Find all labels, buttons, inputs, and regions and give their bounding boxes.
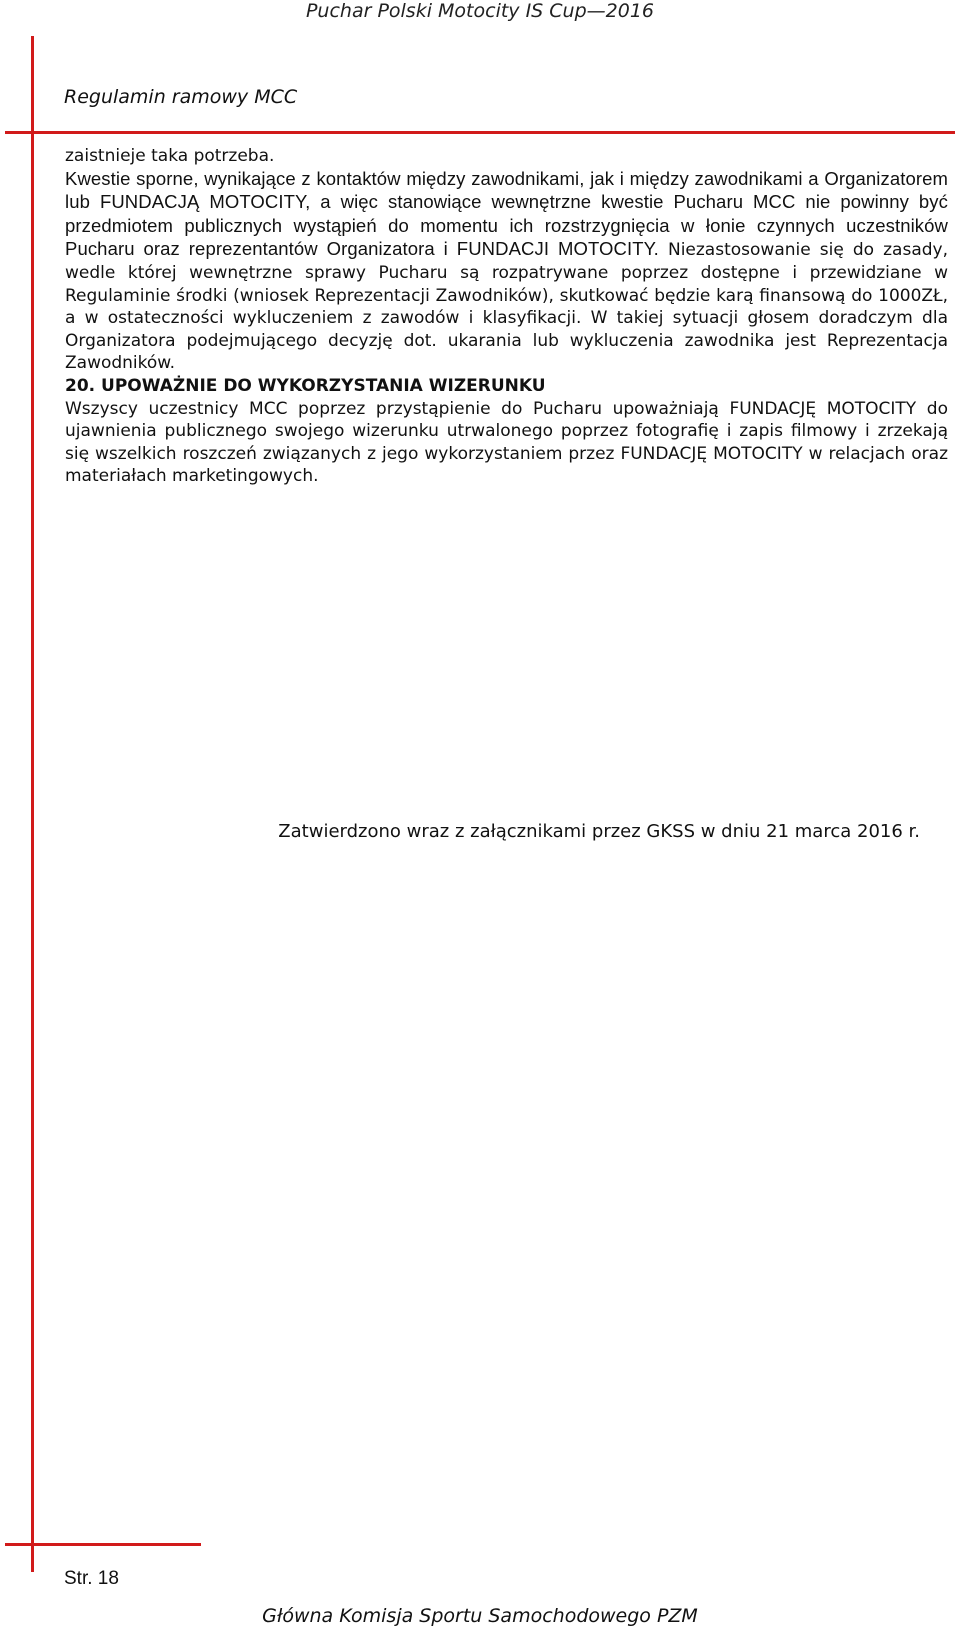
document-header-title: Puchar Polski Motocity IS Cup—2016 <box>305 0 655 22</box>
approval-statement: Zatwierdzono wraz z załącznikami przez GKSS w dniu 21 marca 2016 r. <box>278 821 920 842</box>
section-title: UPOWAŻNIE DO WYKORZYSTANIA WIZERUNKU <box>101 375 546 396</box>
footer-organization: Główna Komisja Sportu Samochodowego PZM <box>262 1605 698 1627</box>
header-horizontal-rule <box>5 131 955 134</box>
image-rights-paragraph: Wszyscy uczestnicy MCC poprzez przystąpienie do Pucharu upoważniają FUNDACJĘ MOTOCITY do ujawnienia publicznego swojego wizerunku utrwalonego poprzez fotografię i zapis filmowy i zrzekają się wszelkich roszczeń związanych z jego wykorzystaniem przez FUNDACJĘ MOTOCITY w relacjach oraz materiałach marketingowych. <box>65 398 948 487</box>
left-vertical-rule <box>31 36 34 1572</box>
disputes-paragraph <box>65 168 948 375</box>
page-number: Str. 18 <box>64 1568 119 1589</box>
continuation-line: zaistnieje taka potrzeba. <box>65 146 275 166</box>
section-heading <box>65 375 948 398</box>
footer-horizontal-rule <box>5 1543 201 1546</box>
disputes-paragraph-lead: Kwestie sporne, wynikające z kontaktów między zawodnikami, jak i między zawodnikami a Organizatorem lub FUNDACJĄ MOTOCITY, a więc stanowiące wewnętrzne kwestie Pucharu MCC nie powinny być przedmiotem publicznych wystąpień do momentu ich rozstrzygnięcia w łonie czynnych uczestników Pucharu oraz reprezentantów Organizatora i FUNDACJI MOTOCITY. <box>65 167 948 260</box>
document-body <box>65 145 948 488</box>
section-number: 20. <box>65 375 96 396</box>
disputes-paragraph-rest: Niezastosowanie się do zasady, wedle której wewnętrzne sprawy Pucharu są rozpatrywane poprzez dostępne i przewidziane w Regulaminie środki (wniosek Reprezentacji Zawodników), skutkować będzie karą finansową do 1000ZŁ, a w ostateczności wykluczeniem z zawodów i klasyfikacji. W takiej sytuacji głosem doradczym dla Organizatora podejmującego decyzję dot. ukarania lub wykluczenia zawodnika jest Reprezentacja Zawodników. <box>65 240 948 374</box>
document-section-label: Regulamin ramowy MCC <box>64 86 298 108</box>
